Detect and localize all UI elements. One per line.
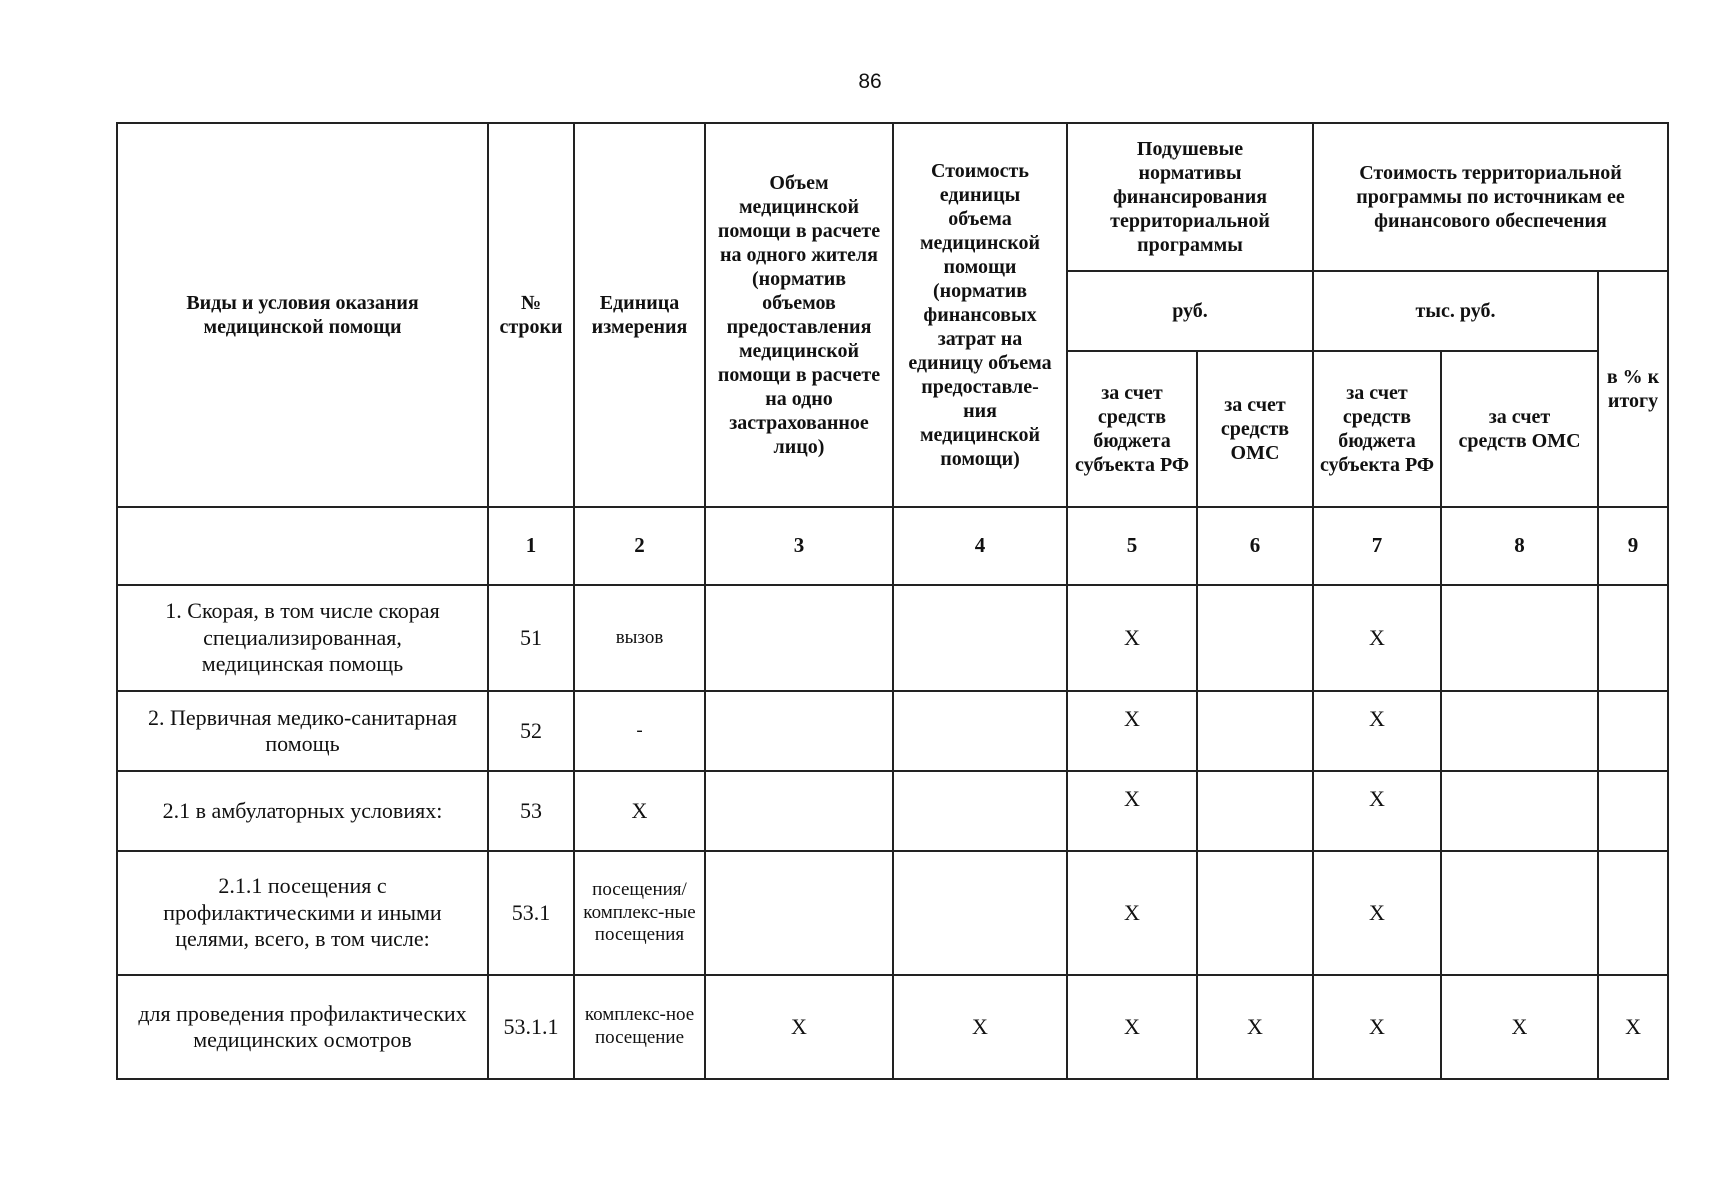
header-row-1 [117,123,1668,271]
cell-per-capita-budget: X [1067,975,1197,1079]
cell-cost-budget: X [1313,851,1441,975]
cell-cost-oms [1441,691,1598,771]
row-name: для проведения профилактических медицинских осмотров [117,975,488,1079]
cell-cost-oms: X [1441,975,1598,1079]
cell-cost-budget: X [1313,691,1441,771]
table-row [117,585,1668,691]
cell-percent-total [1598,691,1668,771]
cell-unit-cost [893,691,1067,771]
column-number: 9 [1598,507,1668,585]
header-volume: Объем медицинской помощи в расчете на одного жителя (норматив объемов предоставления медицинской помощи в расчете на одно застрахованное лицо) [705,123,893,507]
cell-per-capita-budget: X [1067,771,1197,851]
cell-volume: X [705,975,893,1079]
header-kind: Виды и условия оказания медицинской помощи [117,123,488,507]
cell-volume [705,851,893,975]
cell-cost-budget: X [1313,585,1441,691]
cell-volume [705,585,893,691]
header-cost-budget: за счет средств бюджета субъекта РФ [1313,351,1441,507]
header-per-capita-budget: за счет средств бюджета субъекта РФ [1067,351,1197,507]
table-row [117,975,1668,1079]
cell-percent-total [1598,851,1668,975]
cell-per-capita-budget: X [1067,851,1197,975]
row-number: 51 [488,585,574,691]
cell-volume [705,691,893,771]
financing-norms-table [116,122,1669,1080]
cell-per-capita-oms [1197,585,1313,691]
cell-cost-budget: X [1313,975,1441,1079]
column-number: 1 [488,507,574,585]
row-unit: комплекс-ное посещение [574,975,705,1079]
cell-cost-oms [1441,771,1598,851]
row-unit: - [574,691,705,771]
header-thous-rub: тыс. руб. [1313,271,1598,351]
row-unit: вызов [574,585,705,691]
header-per-capita-oms: за счет средств ОМС [1197,351,1313,507]
page-number: 86 [858,70,882,93]
cell-unit-cost [893,585,1067,691]
cell-volume [705,771,893,851]
cell-cost-budget: X [1313,771,1441,851]
cell-per-capita-budget: X [1067,585,1197,691]
row-number: 52 [488,691,574,771]
row-name: 2.1.1 посещения с профилактическими и иными целями, всего, в том числе: [117,851,488,975]
column-number: 2 [574,507,705,585]
table-row [117,851,1668,975]
cell-percent-total [1598,585,1668,691]
cell-cost-oms [1441,851,1598,975]
row-number: 53 [488,771,574,851]
table-row [117,691,1668,771]
cell-per-capita-budget: X [1067,691,1197,771]
header-cost-oms: за счет средств ОМС [1441,351,1598,507]
column-number: 5 [1067,507,1197,585]
header-unit-cost: Стоимость единицы объема медицинской помощи (норматив финансовых затрат на единицу объема предоставле-ния медицинской помощи) [893,123,1067,507]
column-number-row [117,507,1668,585]
column-number: 6 [1197,507,1313,585]
header-per-capita: Подушевые нормативы финансирования территориальной программы [1067,123,1313,271]
header-rub: руб. [1067,271,1313,351]
cell-per-capita-oms [1197,771,1313,851]
row-number: 53.1 [488,851,574,975]
cell-unit-cost [893,771,1067,851]
row-unit: посещения/ комплекс-ные посещения [574,851,705,975]
row-name: 1. Скорая, в том числе скорая специализированная, медицинская помощь [117,585,488,691]
cell-percent-total [1598,771,1668,851]
cell-unit-cost: X [893,975,1067,1079]
cell-unit-cost [893,851,1067,975]
table-row [117,771,1668,851]
row-name: 2. Первичная медико-санитарная помощь [117,691,488,771]
row-name: 2.1 в амбулаторных условиях: [117,771,488,851]
cell-per-capita-oms [1197,851,1313,975]
header-program-cost: Стоимость территориальной программы по источникам ее финансового обеспечения [1313,123,1668,271]
cell-per-capita-oms: X [1197,975,1313,1079]
row-unit: X [574,771,705,851]
header-unit: Единица измерения [574,123,705,507]
cell-percent-total: X [1598,975,1668,1079]
column-number: 3 [705,507,893,585]
cell-cost-oms [1441,585,1598,691]
header-percent-total: в % к итогу [1598,271,1668,507]
row-number: 53.1.1 [488,975,574,1079]
column-number: 7 [1313,507,1441,585]
cell-per-capita-oms [1197,691,1313,771]
column-number: 8 [1441,507,1598,585]
header-row-number: № строки [488,123,574,507]
column-number: 4 [893,507,1067,585]
column-number-blank [117,507,488,585]
